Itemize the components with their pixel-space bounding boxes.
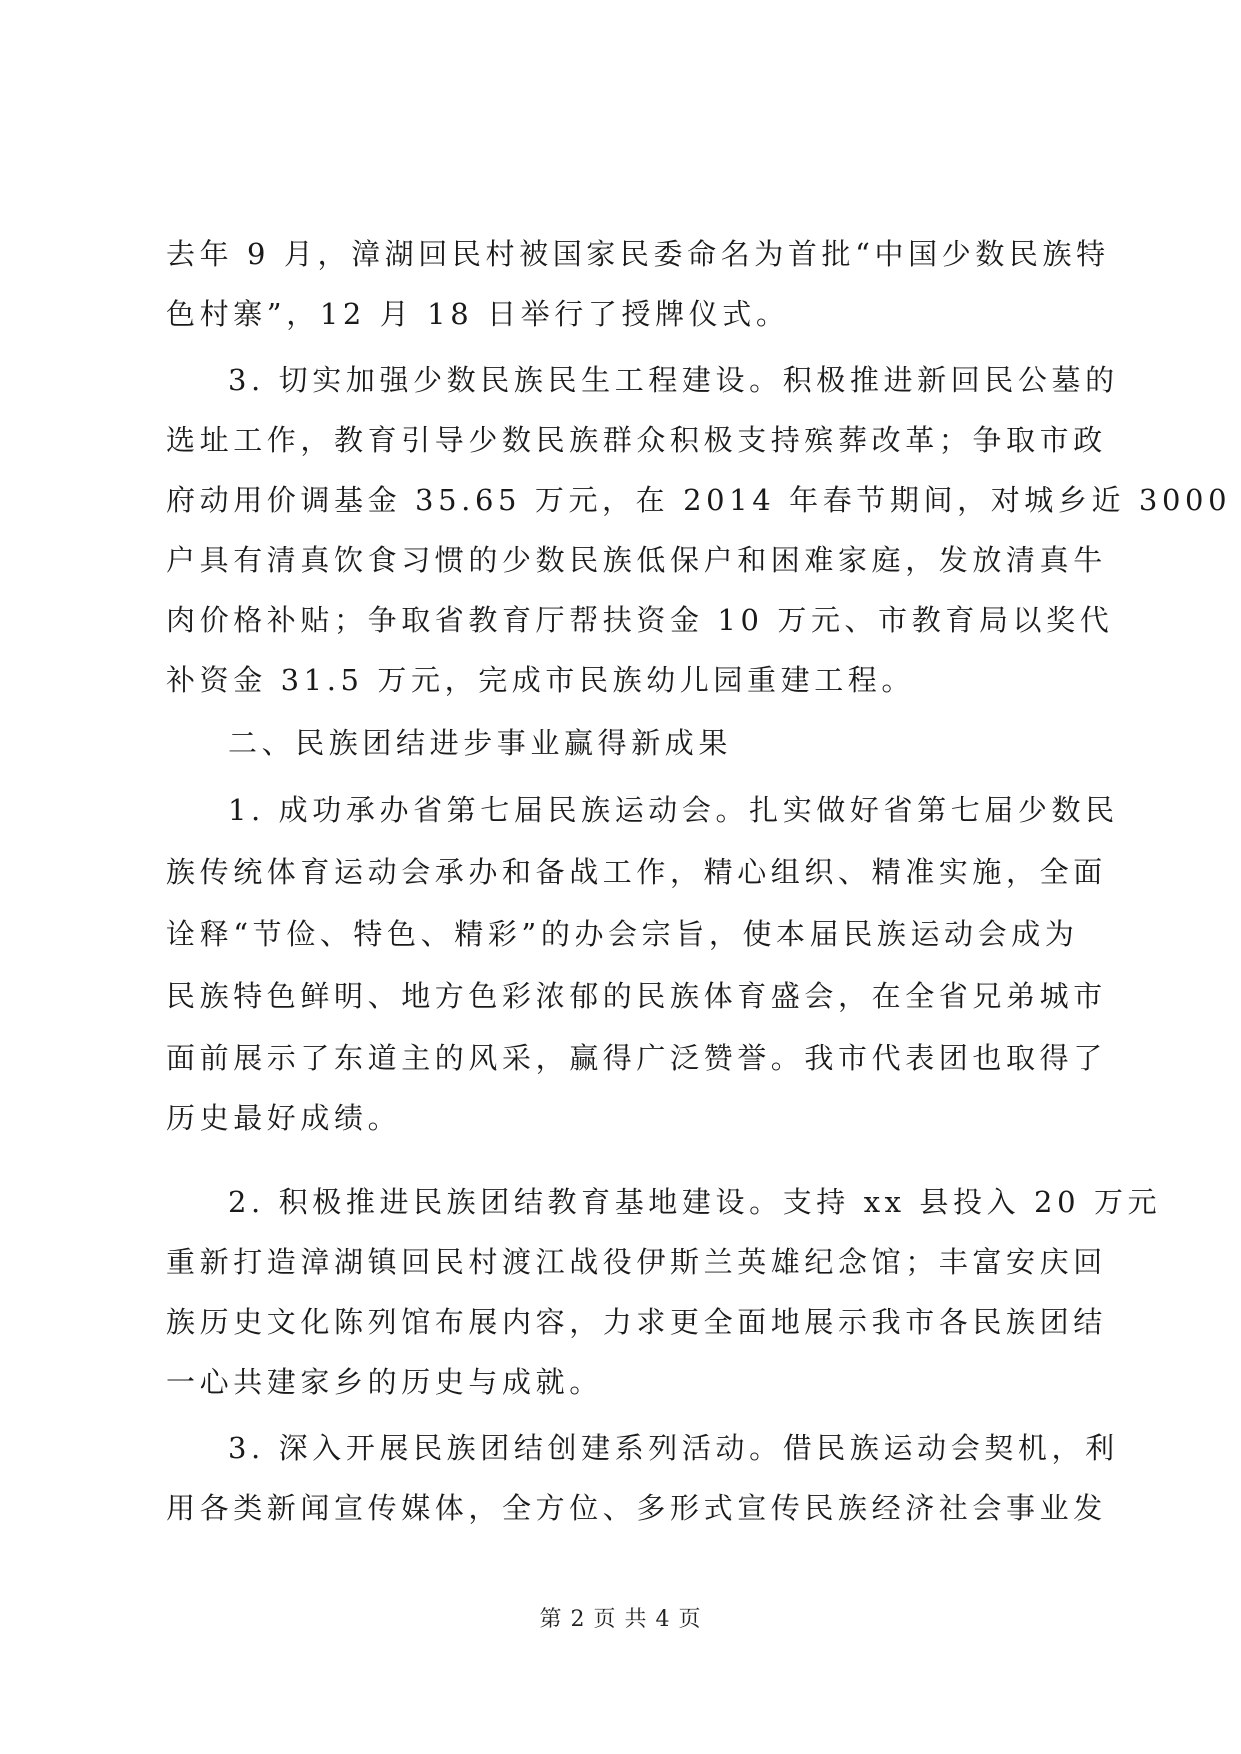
text-line: 肉价格补贴；争取省教育厅帮扶资金 10 万元、市教育局以奖代 [166,603,1114,637]
text-line: 诠释“节俭、特色、精彩”的办会宗旨，使本届民族运动会成为 [166,917,1079,951]
page-footer: 第 2 页 共 4 页 [539,1607,702,1632]
text-line: 色村寨”，12 月 18 日举行了授牌仪式。 [166,297,790,331]
text-line: 族历史文化陈列馆布展内容，力求更全面地展示我市各民族团结 [166,1305,1107,1339]
text-line: 面前展示了东道主的风采，赢得广泛赞誉。我市代表团也取得了 [166,1041,1107,1075]
text-line: 3. 切实加强少数民族民生工程建设。积极推进新回民公墓的 [228,363,1119,397]
text-line: 历史最好成绩。 [166,1101,402,1135]
text-line: 用各类新闻宣传媒体，全方位、多形式宣传民族经济社会事业发 [166,1491,1107,1525]
section-heading: 二、民族团结进步事业赢得新成果 [228,726,733,760]
text-line: 选址工作，教育引导少数民族群众积极支持殡葬改革；争取市政 [166,423,1107,457]
text-line: 重新打造漳湖镇回民村渡江战役伊斯兰英雄纪念馆；丰富安庆回 [166,1245,1107,1279]
text-line: 3. 深入开展民族团结创建系列活动。借民族运动会契机，利 [228,1431,1119,1465]
text-line: 族传统体育运动会承办和备战工作，精心组织、精准实施，全面 [166,855,1107,889]
text-line: 去年 9 月，漳湖回民村被国家民委命名为首批“中国少数民族特 [166,237,1110,271]
text-line: 户具有清真饮食习惯的少数民族低保户和困难家庭，发放清真牛 [166,543,1107,577]
text-line: 一心共建家乡的历史与成就。 [166,1365,603,1399]
text-line: 1. 成功承办省第七届民族运动会。扎实做好省第七届少数民 [228,793,1119,827]
text-line: 民族特色鲜明、地方色彩浓郁的民族体育盛会，在全省兄弟城市 [166,979,1107,1013]
text-line: 补资金 31.5 万元，完成市民族幼儿园重建工程。 [166,663,916,697]
text-line: 府动用价调基金 35.65 万元，在 2014 年春节期间，对城乡近 3000 [166,483,1232,517]
text-line: 2. 积极推进民族团结教育基地建设。支持 xx 县投入 20 万元 [228,1185,1162,1219]
